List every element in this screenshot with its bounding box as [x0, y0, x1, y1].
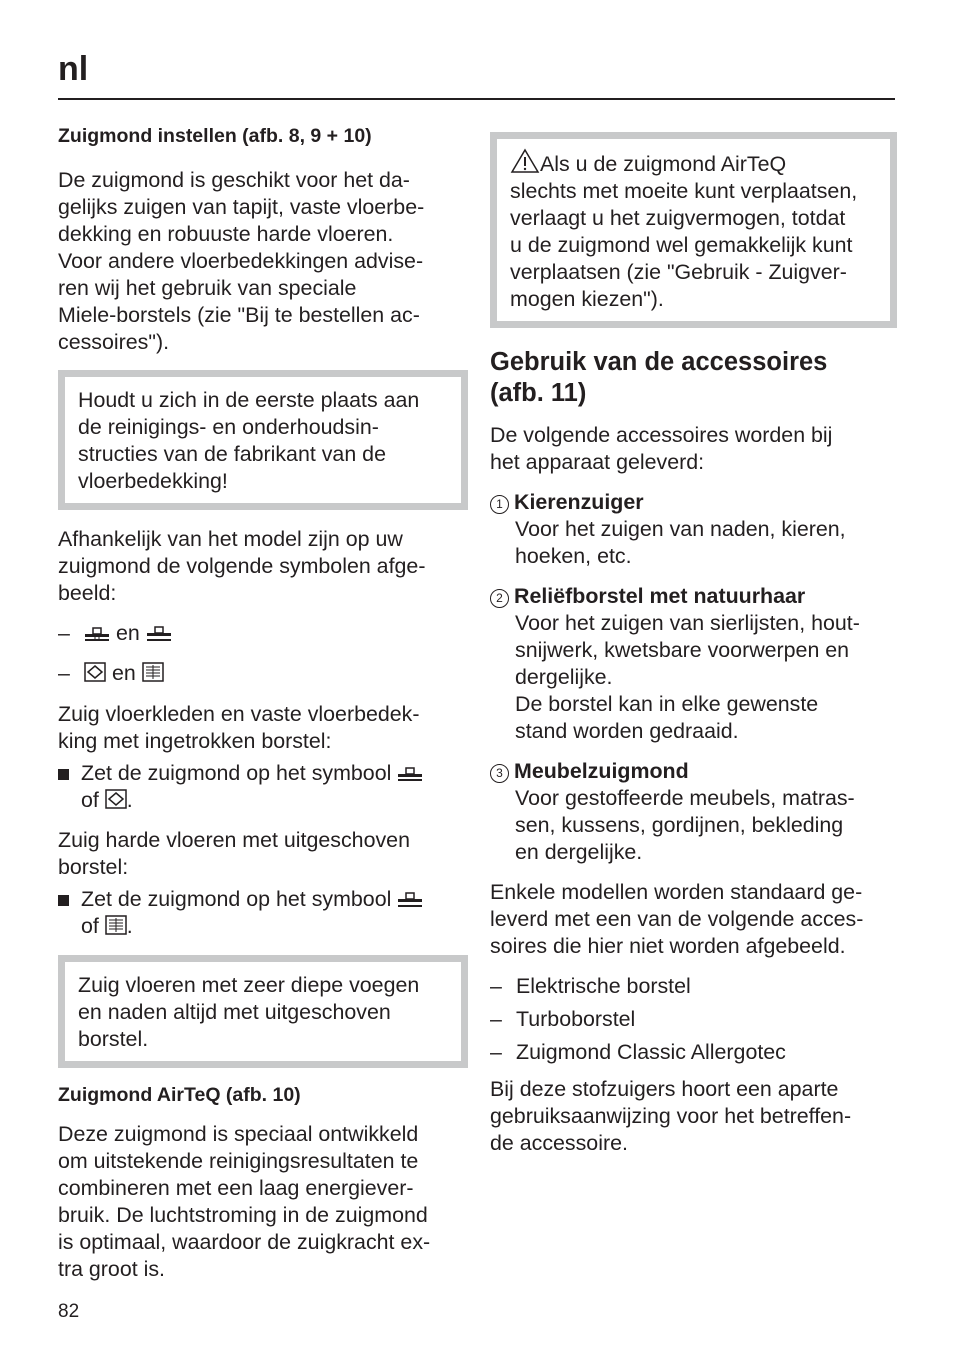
brush-extended-icon [397, 890, 423, 908]
accessory-item [490, 583, 897, 745]
brush-retracted-icon [397, 764, 423, 782]
item-description: Voor het zuigen van sierlijsten, hout- snijwerk, kwetsbare voorwerpen en dergelijke. De borstel kan in elke gewenste stand worden gedraaid. [515, 611, 860, 743]
en-label: en [115, 621, 140, 645]
carpet-icon [105, 789, 127, 809]
en-label: en [111, 661, 136, 685]
heading-zuigmond-instellen: Zuigmond instellen (afb. 8, 9 + 10) [58, 125, 372, 147]
dash-marker: – [58, 621, 70, 645]
note-text: Zuig vloeren met zeer diepe voegen en naden altijd met uitgeschoven borstel. [78, 973, 420, 1051]
brush-extended-icon [146, 624, 172, 642]
paragraph-optional-accessories: Enkele modellen worden standaard ge- leverd met een van de volgende acces- soires die hier niet worden afgebeeld. [490, 880, 864, 958]
step-hard-floor-text: Zet de zuigmond op het symbool [81, 887, 392, 911]
note-box-manufacturer [58, 370, 468, 510]
optional-accessory-list [490, 973, 897, 1066]
list-item: – Elektrische borstel [490, 974, 691, 998]
item-description: Voor het zuigen van naden, kieren, hoeken, etc. [515, 517, 846, 568]
item-description: Voor gestoffeerde meubels, matras- sen, kussens, gordijnen, bekleding en dergelijke. [515, 786, 855, 864]
paragraph-separate-manual: Bij deze stofzuigers hoort een aparte gebruiksaanwijzing voor het betreffen- de accessoire. [490, 1077, 852, 1155]
symbol-row-brush [58, 620, 468, 647]
bullet-square [58, 886, 81, 940]
warning-text: Als u de zuigmond AirTeQ slechts met moeite kunt verplaatsen, verlaagt u het zuigvermogen, totdat u de zuigmond wel gemakkelijk kunt verplaatsen (zie "Gebruik - Zuigver- mogen kiezen"). [510, 152, 858, 311]
right-column [490, 120, 897, 1157]
note-box-deep-joints [58, 955, 468, 1068]
list-item: – Zuigmond Classic Allergotec [490, 1040, 786, 1064]
warning-icon [510, 148, 540, 174]
carpet-icon [84, 662, 106, 682]
item-title: Kierenzuiger [514, 490, 644, 514]
bullet-square [58, 760, 81, 814]
page-number: 82 [58, 1301, 80, 1322]
header-rule [58, 98, 895, 100]
item-title: Meubelzuigmond [514, 759, 689, 783]
step-carpet-or: of [81, 788, 99, 812]
item-title: Reliëfborstel met natuurhaar [514, 584, 806, 608]
item-number: 1 [490, 495, 509, 514]
hard-floor-icon [142, 662, 164, 682]
item-number: 3 [490, 764, 509, 783]
item-number: 2 [490, 589, 509, 608]
note-text: Houdt u zich in de eerste plaats aan de reinigings- en onderhoudsin- structies van de fabrikant van de vloerbedekking! [78, 388, 420, 493]
paragraph-accessories-intro: De volgende accessoires worden bij het apparaat geleverd: [490, 423, 833, 474]
step-carpet: Zet de zuigmond op het symbool of . [58, 760, 468, 814]
left-column [58, 120, 468, 1283]
accessory-item [490, 758, 897, 866]
heading-gebruik-accessoires: Gebruik van de accessoires (afb. 11) [490, 348, 828, 407]
paragraph-carpet: Zuig vloerkleden en vaste vloerbedek- king met ingetrokken borstel: [58, 702, 420, 753]
brush-retracted-icon [84, 624, 110, 642]
list-item-label: Zuigmond Classic Allergotec [516, 1040, 786, 1064]
list-item-label: Turboborstel [516, 1007, 636, 1031]
heading-zuigmond-airteq: Zuigmond AirTeQ (afb. 10) [58, 1084, 301, 1106]
accessory-item [490, 489, 897, 570]
paragraph-symbols: Afhankelijk van het model zijn op uw zuigmond de volgende symbolen afge- beeld: [58, 527, 426, 605]
dash-marker: – [58, 661, 70, 685]
step-carpet-text: Zet de zuigmond op het symbool [81, 761, 392, 785]
paragraph-airteq: Deze zuigmond is speciaal ontwikkeld om uitstekende reinigingsresultaten te combineren met een laag energiever- bruik. De luchtstroming in de zuigmond is optimaal, waardoor de zuigkracht ex- tra groot is. [58, 1122, 431, 1281]
paragraph-hard-floor: Zuig harde vloeren met uitgeschoven borstel: [58, 828, 410, 879]
list-item: – Turboborstel [490, 1007, 636, 1031]
symbol-row-floor [58, 660, 468, 687]
warning-box [490, 132, 897, 328]
hard-floor-icon [105, 915, 127, 935]
paragraph-intro: De zuigmond is geschikt voor het da- gelijks zuigen van tapijt, vaste vloerbe- dekking en robuuste harde vloeren. Voor andere vloerbedekkingen advise- ren wij het gebruik van speciale Miele-borstels (zie "Bij te bestellen ac- cessoires"). [58, 168, 425, 354]
list-item-label: Elektrische borstel [516, 974, 691, 998]
language-label: nl [58, 50, 89, 88]
step-hard-floor-or: of [81, 914, 99, 938]
step-hard-floor: Zet de zuigmond op het symbool of . [58, 886, 468, 940]
